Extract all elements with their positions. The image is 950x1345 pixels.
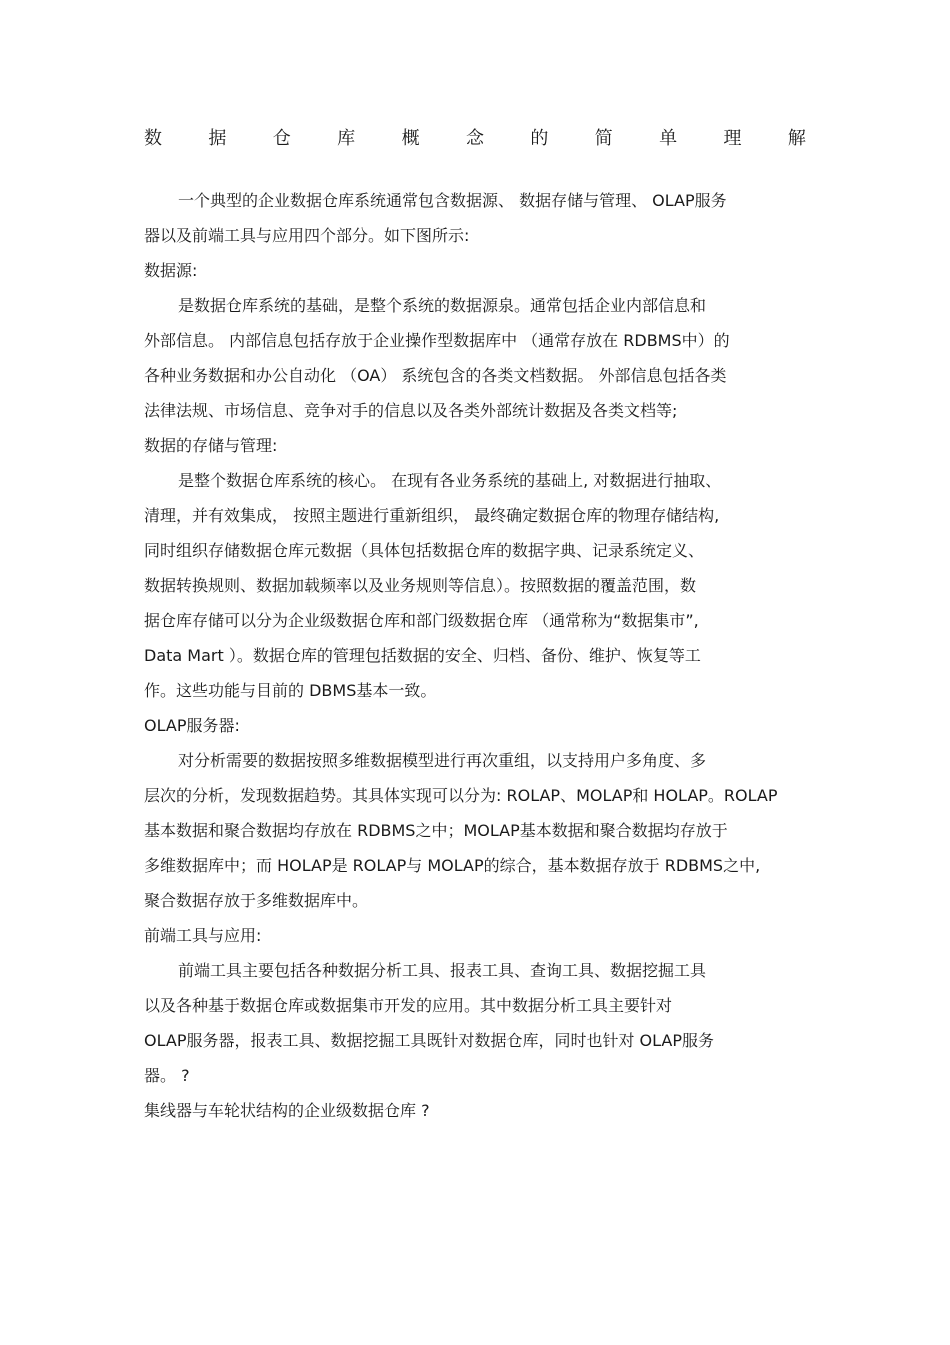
text-line: 层次的分析，发现数据趋势。其具体实现可以分为: ROLAP、MOLAP和 HOLAP。ROLAP <box>144 786 778 805</box>
text-line: 数据的存储与管理: <box>144 436 278 455</box>
text-line: 前端工具与应用: <box>144 926 262 945</box>
text-line: 同时组织存储数据仓库元数据（具体包括数据仓库的数据字典、记录系统定义、 <box>144 541 705 560</box>
text-line: 数据源: <box>144 261 198 280</box>
text-line: 对分析需要的数据按照多维数据模型进行再次重组，以支持用户多角度、多 <box>178 751 707 770</box>
text-line: 前端工具主要包括各种数据分析工具、报表工具、查询工具、数据挖掘工具 <box>178 961 707 980</box>
text-line: 各种业务数据和办公自动化 （OA） 系统包含的各类文档数据。 外部信息包括各类 <box>144 366 727 385</box>
text-line: 是数据仓库系统的基础，是整个系统的数据源泉。通常包括企业内部信息和 <box>178 296 707 315</box>
text-line: 数据转换规则、数据加载频率以及业务规则等信息）。按照数据的覆盖范围，数 <box>144 576 697 595</box>
title-char: 简 <box>594 128 613 149</box>
text-line: OLAP服务器: <box>144 716 240 735</box>
text-line: 外部信息。 内部信息包括存放于企业操作型数据库中 （通常存放在 RDBMS中）的 <box>144 331 730 350</box>
title-char: 数 <box>144 128 162 149</box>
text-line: 法律法规、市场信息、竞争对手的信息以及各类外部统计数据及各类文档等; <box>144 401 678 420</box>
text-line: 多维数据库中；而 HOLAP是 ROLAP与 MOLAP的综合，基本数据存放于 RDBMS之中, <box>144 856 761 875</box>
document-title <box>144 124 806 150</box>
document-body <box>144 183 824 1128</box>
title-char: 据 <box>208 128 227 149</box>
title-char: 理 <box>723 128 742 149</box>
title-char: 解 <box>787 128 806 149</box>
text-line: Data Mart ）。数据仓库的管理包括数据的安全、归档、备份、维护、恢复等工 <box>144 646 701 665</box>
text-line: OLAP服务器，报表工具、数据挖掘工具既针对数据仓库，同时也针对 OLAP服务 <box>144 1031 715 1050</box>
text-line: 据仓库存储可以分为企业级数据仓库和部门级数据仓库 （通常称为“数据集市”, <box>144 611 699 630</box>
text-line: 器。 ? <box>144 1066 190 1085</box>
title-char: 的 <box>530 128 549 149</box>
text-line: 清理，并有效集成， 按照主题进行重新组织， 最终确定数据仓库的物理存储结构, <box>144 506 720 525</box>
text-line: 以及各种基于数据仓库或数据集市开发的应用。其中数据分析工具主要针对 <box>144 996 673 1015</box>
text-line: 集线器与车轮状结构的企业级数据仓库 ? <box>144 1101 430 1120</box>
text-line: 是整个数据仓库系统的核心。 在现有各业务系统的基础上, 对数据进行抽取、 <box>178 471 722 490</box>
text-line: 器以及前端工具与应用四个部分。如下图所示: <box>144 226 470 245</box>
title-char: 仓 <box>272 128 291 149</box>
title-char: 单 <box>659 128 678 149</box>
title-char: 概 <box>401 128 420 149</box>
text-line: 聚合数据存放于多维数据库中。 <box>144 891 369 910</box>
title-char: 念 <box>465 128 484 149</box>
text-line: 作。这些功能与目前的 DBMS基本一致。 <box>144 681 437 700</box>
text-line: 基本数据和聚合数据均存放在 RDBMS之中；MOLAP基本数据和聚合数据均存放于 <box>144 821 728 840</box>
title-char: 库 <box>337 128 356 149</box>
text-line: 一个典型的企业数据仓库系统通常包含数据源、 数据存储与管理、 OLAP服务 <box>178 191 727 210</box>
